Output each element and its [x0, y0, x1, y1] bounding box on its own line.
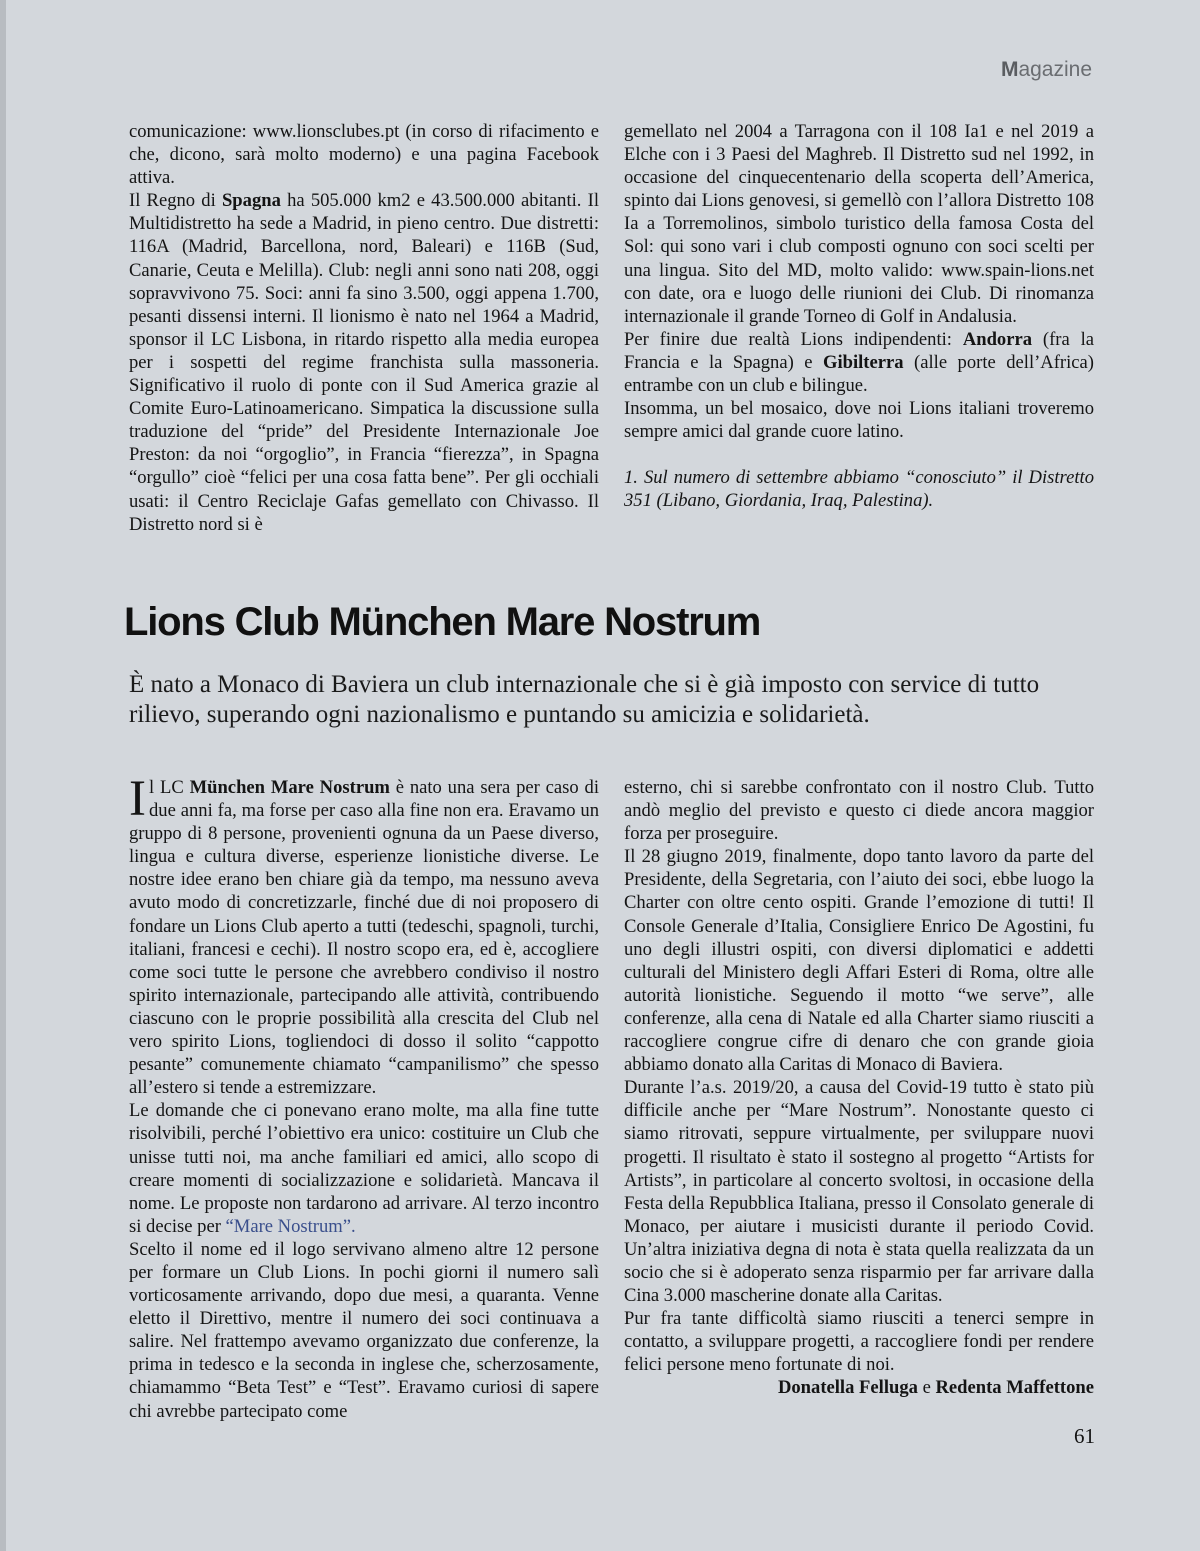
- paragraph: Per finire due realtà Lions indipendenti: Andorra (fra la Francia e la Spagna) e Gibilterra (alle porte dell’Africa) entrambe con un club e bilingue.: [624, 328, 1094, 397]
- author-signature: Donatella Felluga e Redenta Maffettone: [777, 1377, 1094, 1399]
- paragraph: Scelto il nome ed il logo servivano almeno altre 12 persone per formare un Club Lions. In pochi giorni il numero salì vorticosamente arrivando, dopo due mesi, a quaranta. Venne eletto il Direttivo, mentre il numero dei soci continuava a salire. Nel frattempo avevamo organizzato due conferenze, la prima in tedesco e la seconda in inglese che, scherzosamente, chiamammo “Beta Test” e “Test”. Eravamo curiosi di sapere chi avrebbe partecipato come: [129, 1238, 599, 1422]
- paragraph: Il 28 giugno 2019, finalmente, dopo tanto lavoro da parte del Presidente, della Segretaria, con l’aiuto dei soci, ebbe luogo la Charter con oltre cento ospiti. Grande l’emozione di tutti! Il Console Generale d’Italia, Consigliere Enrico De Agostini, fu uno degli illustri ospiti, con diversi diplomatici e addetti culturali del Ministero degli Affari Esteri di Roma, oltre alle autorità lionistiche. Seguendo il motto “we serve”, alle conferenze, alla cena di Natale ed alla Charter siamo riusciti a raccogliere congrue cifre di denaro che con grande gioia abbiamo donato alla Caritas di Monaco di Baviera.: [624, 846, 1094, 1076]
- paragraph: gemellato nel 2004 a Tarragona con il 108 Ia1 e nel 2019 a Elche con i 3 Paesi del Maghreb. Il Distretto sud nel 1992, in occasione del cinquecentenario della scoperta dell’America, spinto dai Lions genovesi, si gemellò con l’allora Distretto 108 Ia a Torremolinos, simbolo turistico della famosa Costa del Sol: qui sono vari i club composti ognuno con soci scelti per una lingua. Sito del MD, molto valido: www.spain-lions.net con date, ora e luogo delle riunioni dei Club. Di rinomanza internazionale il grande Torneo di Golf in Andalusia.: [624, 121, 1094, 327]
- paragraph: Il Regno di Spagna ha 505.000 km2 e 43.500.000 abitanti. Il Multidistretto ha sede a Madrid, in pieno centro. Due distretti: 116A (Madrid, Barcellona, nord, Baleari) e 116B (Sud, Canarie, Ceuta e Melilla). Club: negli anni sono nati 208, oggi sopravvivono 75. Soci: anni fa sino 3.500, oggi appena 1.700, pesanti dissensi interni. Il lionismo è nato nel 1964 a Madrid, sponsor il LC Lisbona, in ritardo rispetto alla media europea per i sospetti del regime franchista sulla massoneria. Significativo il ruolo di ponte con il Sud America grazie al Comite Euro-Latinoamericano. Simpatica la discussione sulla traduzione del “pride” del Presidente Internazionale Joe Preston: da noi “orgoglio”, in Francia “fierezza”, in Spagna “orgullo” cioè “felici per una cosa fatta bene”. Per gli occhiali usati: il Centro Reciclaje Gafas gemellato con Chivasso. Il Distretto nord si è: [129, 190, 599, 535]
- drop-cap: I: [129, 771, 146, 827]
- top-right-column: [624, 120, 1094, 513]
- club-name-highlight: “Mare Nostrum”.: [225, 1215, 356, 1237]
- paragraph: esterno, chi si sarebbe confrontato con il nostro Club. Tutto andò meglio del previsto e questo ci diede ancora maggior forza per proseguire.: [624, 777, 1094, 845]
- magazine-header: Magazine: [1000, 58, 1092, 81]
- paragraph: Insomma, un bel mosaico, dove noi Lions italiani troveremo sempre amici dal grande cuore latino.: [624, 398, 1094, 443]
- top-left-column: [129, 120, 599, 536]
- article-lead: È nato a Monaco di Baviera un club internazionale che si è già imposto con service di tutto rilievo, superando ogni nazionalismo e puntando su amicizia e solidarietà.: [129, 671, 1040, 728]
- paragraph: Durante l’a.s. 2019/20, a causa del Covid-19 tutto è stato più difficile anche per “Mare Nostrum”. Nonostante questo ci siamo ritrovati, seppure virtualmente, per sviluppare nuovi progetti. Il risultato è stato il sostegno al progetto “Artists for Artists”, in particolare al concerto svoltosi, in occasione della Festa della Repubblica Italiana, presso il Consolato generale di Monaco, per aiutare i musicisti durante il periodo Covid. Un’altra iniziativa degna di nota è stata quella realizzata da un socio che si è adoperato senza risparmio per far arrivare dalla Cina 3.000 mascherine donate alla Caritas.: [624, 1077, 1094, 1307]
- page-edge: [0, 0, 6, 1551]
- footnote: 1. Sul numero di settembre abbiamo “conosciuto” il Distretto 351 (Libano, Giordania, Iraq, Palestina).: [624, 467, 1094, 512]
- bottom-right-column: [624, 776, 1094, 1400]
- paragraph: Pur fra tante difficoltà siamo riusciti a tenerci sempre in contatto, a sviluppare progetti, a raccogliere fondi per rendere felici persone meno fortunate di noi.: [624, 1308, 1094, 1376]
- article-title: Lions Club München Mare Nostrum: [124, 600, 761, 644]
- paragraph: comunicazione: www.lionsclubes.pt (in corso di rifacimento e che, dicono, sarà molto moderno) e una pagina Facebook attiva.: [129, 121, 599, 189]
- page-number: 61: [1074, 1424, 1095, 1448]
- bottom-left-column: [129, 771, 599, 1423]
- paragraph: Le domande che ci ponevano erano molte, ma alla fine tutte risolvibili, perché l’obiettivo era unico: costituire un Club che unisse tutti noi, ma anche familiari ed amici, allo scopo di creare momenti di socializzazione e solidarietà. Mancava il nome. Le proposte non tardarono ad arrivare. Al terzo incontro si decise per “Mare Nostrum”.: [129, 1100, 599, 1237]
- paragraph: Il LC München Mare Nostrum è nato una sera per caso di due anni fa, ma forse per caso alla fine non era. Eravamo un gruppo di 8 persone, provenienti ognuna da un Paese diverso, lingua e cultura diverse, esperienze lionistiche diverse. Le nostre idee erano ben chiare già da tempo, ma nessuno aveva avuto modo di concretizzarle, finché due di noi proposero di fondare un Lions Club aperto a tutti (tedeschi, spagnoli, turchi, italiani, francesi e cechi). Il nostro scopo era, ed è, accogliere come soci tutte le persone che avrebbero condiviso il nostro spirito internazionale, partecipando alle attività, contribuendo ciascuno con le proprie possibilità alla crescita del Club nel vero spirito Lions, togliendoci di dosso il solito “cappotto pesante” comunemente chiamato “campanilismo” che spesso all’estero si tende a estremizzare.: [129, 771, 599, 1099]
